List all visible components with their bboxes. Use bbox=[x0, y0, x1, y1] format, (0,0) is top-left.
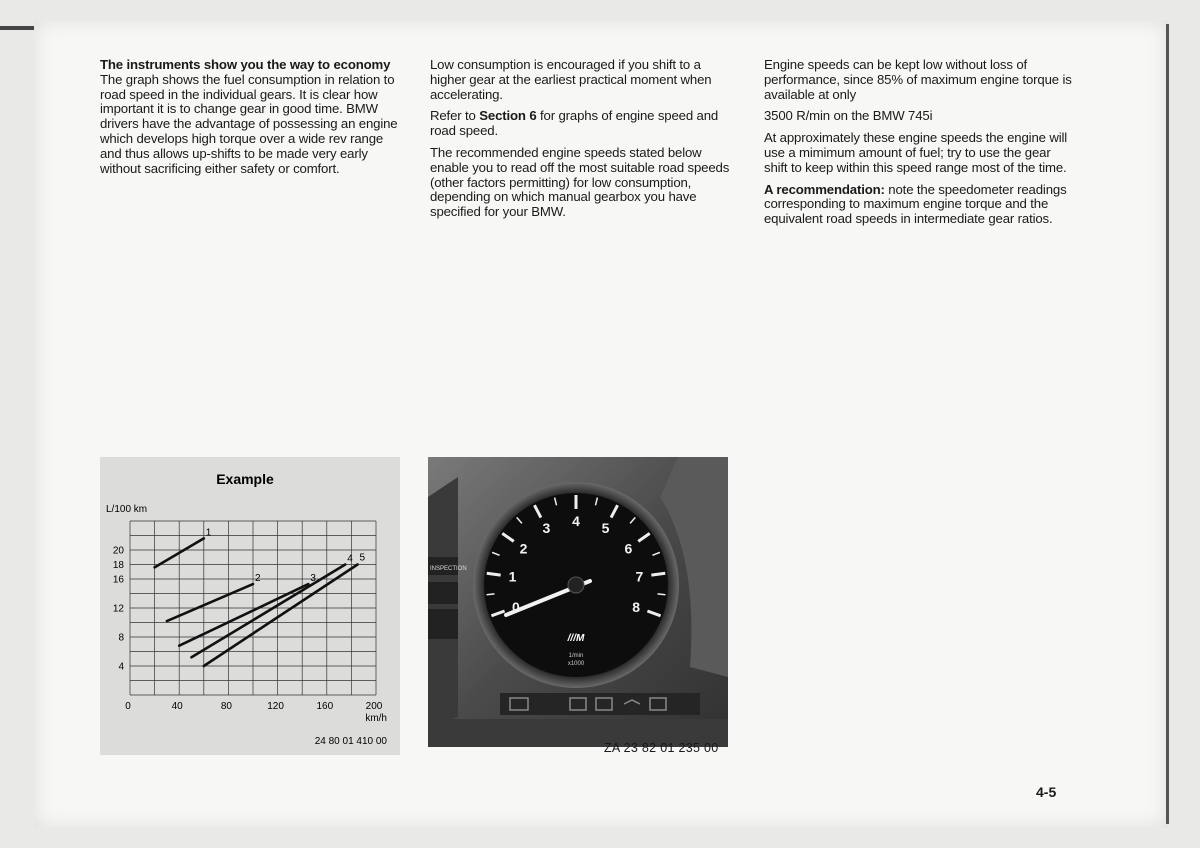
column-2-paragraph-2 bbox=[430, 109, 730, 139]
column-2 bbox=[430, 58, 730, 227]
column-3-paragraph-2: 3500 R/min on the BMW 745i bbox=[764, 108, 933, 124]
dial-number: 2 bbox=[519, 540, 528, 557]
tachometer-svg bbox=[428, 457, 728, 747]
graph-grid bbox=[130, 521, 376, 695]
page-edge-mark bbox=[0, 26, 34, 30]
series-5-line bbox=[204, 565, 358, 667]
y-tick-label: 16 bbox=[112, 574, 124, 586]
column-3-paragraph-4 bbox=[764, 183, 1074, 227]
y-axis-label: L/100 km bbox=[106, 504, 148, 515]
x-axis-label: km/h bbox=[365, 713, 387, 724]
warning-lights-bar bbox=[500, 693, 700, 715]
dial-tick bbox=[487, 573, 501, 575]
series-1-label: 1 bbox=[205, 527, 212, 539]
dial-number: 0 bbox=[511, 598, 520, 615]
x-tick-label: 120 bbox=[267, 701, 284, 712]
graph-code: 24 80 01 410 00 bbox=[314, 736, 387, 747]
section-ref: Section 6 bbox=[479, 108, 537, 124]
column-1-body: The graph shows the fuel consumption in relation to road speed in the individual gears. It is clear how important it is to change gear in good time. BMW drivers have the advantage of possessing an engine which develops high torque over a wide rev range and thus allows up-shifts to be made very early without sacrificing either safety or comfort. bbox=[100, 71, 398, 176]
recommendation-text: note the speedometer readings corresponding to maximum engine torque and the equivalent road speeds in intermediate gear ratios. bbox=[764, 181, 1067, 227]
series-5-label: 5 bbox=[359, 552, 366, 564]
series-3-label: 3 bbox=[310, 573, 316, 585]
series-4-line bbox=[192, 565, 346, 658]
column-2-paragraph-1: Low consumption is encouraged if you shift to a higher gear at the earliest practical moment when accelerating. bbox=[430, 57, 712, 102]
dial-number: 8 bbox=[632, 598, 641, 615]
tachometer-photo bbox=[428, 457, 728, 747]
dial-number: 1 bbox=[508, 568, 517, 585]
section-ref-before: Refer to bbox=[430, 108, 480, 124]
graph-title: Example bbox=[216, 471, 274, 487]
unit-label-multiplier: x1000 bbox=[567, 661, 585, 667]
dial-number: 4 bbox=[572, 513, 580, 529]
x-tick-label: 200 bbox=[365, 701, 383, 712]
dial-tick bbox=[487, 594, 495, 595]
column-3 bbox=[764, 58, 1074, 234]
y-tick-labels bbox=[113, 546, 125, 673]
y-tick-label: 12 bbox=[112, 603, 124, 615]
binding-edge bbox=[1166, 24, 1169, 824]
y-tick-label: 20 bbox=[112, 545, 124, 557]
x-tick-label: 80 bbox=[220, 701, 232, 712]
x-tick-label: 0 bbox=[125, 701, 131, 712]
column-3-paragraph-3: At approximately these engine speeds the engine will use a mimimum amount of fuel; try to use the gear shift to keep within this speed range most of the time. bbox=[764, 130, 1068, 175]
dial-tick bbox=[651, 573, 665, 575]
y-tick-label: 18 bbox=[112, 560, 124, 571]
m-logo-icon: ///M bbox=[567, 633, 585, 644]
y-tick-label: 4 bbox=[118, 661, 124, 673]
column-1 bbox=[100, 58, 404, 183]
dial-number: 6 bbox=[624, 540, 633, 557]
photo-code: ZA 23 82 01 235 00 bbox=[604, 741, 719, 755]
series-2-label: 2 bbox=[255, 573, 261, 585]
dial-tick bbox=[658, 594, 666, 595]
column-3-paragraph-1: Engine speeds can be kept low without loss of performance, since 85% of maximum engine torque is available at only bbox=[764, 57, 1072, 102]
dial-number: 5 bbox=[601, 520, 610, 537]
section-ref-after: for graphs of engine speed and road speed. bbox=[430, 108, 719, 139]
fuel-consumption-graph bbox=[100, 457, 400, 755]
x-tick-label: 40 bbox=[171, 701, 183, 712]
dial-number: 7 bbox=[635, 568, 644, 585]
recommendation-label: A recommendation: bbox=[764, 181, 885, 197]
inspection-label: INSPECTION bbox=[430, 566, 467, 572]
section-heading: The instruments show you the way to economy bbox=[100, 57, 391, 72]
graph-svg bbox=[100, 457, 400, 755]
page-number: 4-5 bbox=[1036, 784, 1057, 800]
series-4-label: 4 bbox=[347, 553, 353, 565]
unit-label-rpm: 1/min bbox=[568, 653, 584, 659]
dial-number: 3 bbox=[542, 520, 551, 537]
graph-series bbox=[155, 527, 366, 666]
x-tick-label: 160 bbox=[316, 701, 334, 712]
x-tick-labels bbox=[125, 701, 383, 712]
y-tick-label: 8 bbox=[118, 632, 124, 644]
column-2-paragraph-3: The recommended engine speeds stated below enable you to read off the most suitable road speeds (other factors permitting) for low consumption, depending on which manual gearbox you have specified for your BMW. bbox=[430, 144, 730, 220]
